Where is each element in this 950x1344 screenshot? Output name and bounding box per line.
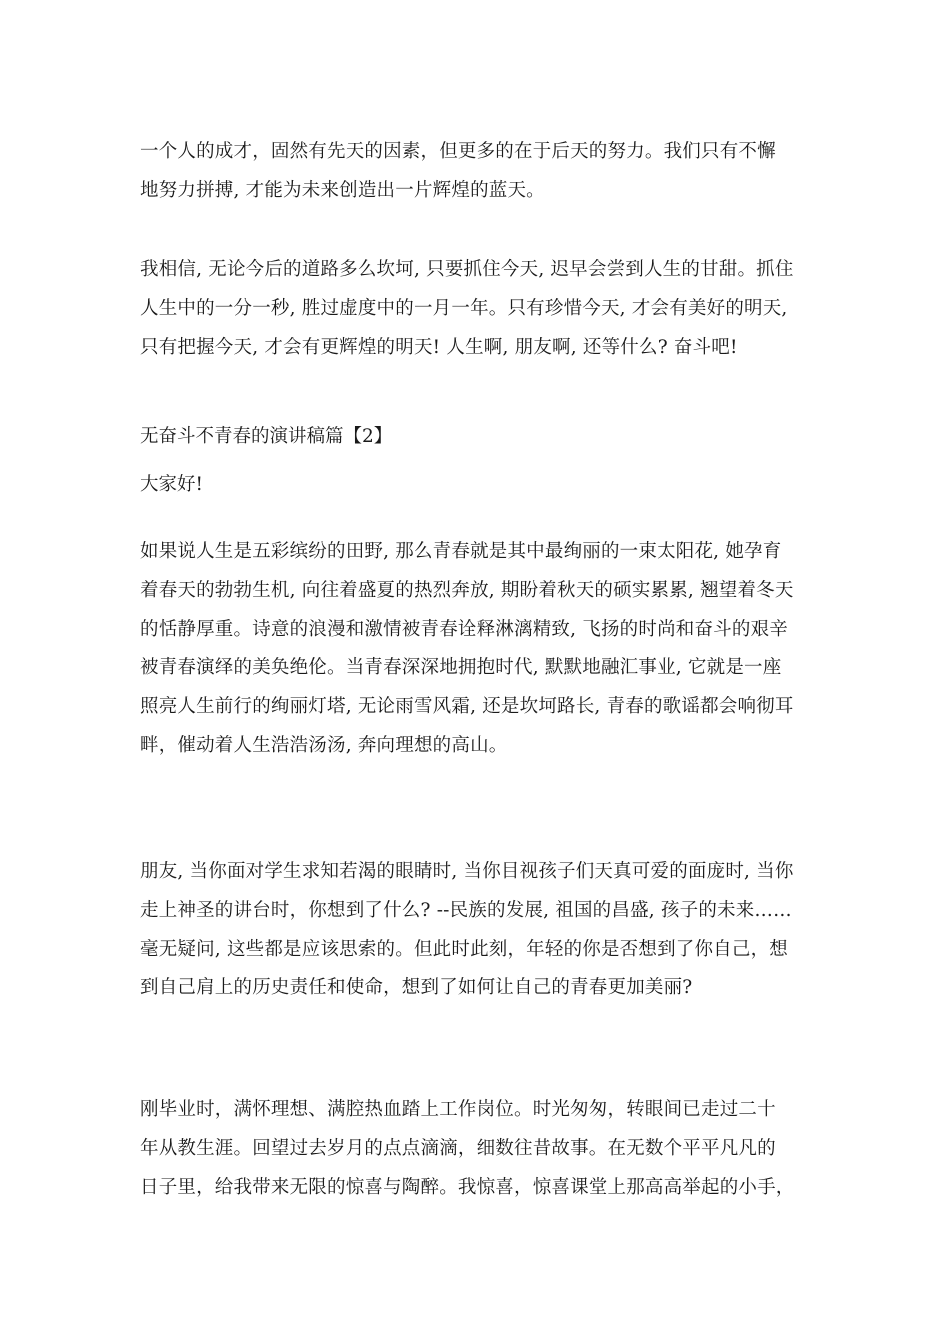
paragraph-line: 如果说人生是五彩缤纷的田野, 那么青春就是其中最绚丽的一束太阳花, 她孕育 — [140, 541, 782, 562]
paragraph-1 — [140, 133, 812, 211]
paragraph-line: 被青春演绎的美奂绝伦。当青春深深地拥抱时代, 默默地融汇事业, 它就是一座 — [140, 657, 782, 679]
paragraph-line: 日子里，给我带来无限的惊喜与陶醉。我惊喜，惊喜课堂上那高高举起的小手， — [140, 1176, 795, 1198]
paragraph-line: 年从教生涯。回望过去岁月的点点滴滴，细数往昔故事。在无数个平平凡凡的 — [140, 1137, 776, 1159]
paragraph-line: 的恬静厚重。诗意的浪漫和激情被青春诠释淋漓精致, 飞扬的时尚和奋斗的艰辛 — [140, 618, 788, 640]
section-heading: 无奋斗不青春的演讲稿篇【2】 — [140, 426, 393, 447]
paragraph-line: 一个人的成才，固然有先天的因素，但更多的在于后天的努力。我们只有不懈 — [140, 141, 776, 162]
paragraph-line: 照亮人生前行的绚丽灯塔, 无论雨雪风霜, 还是坎坷路长, 青春的歌谣都会响彻耳 — [140, 696, 794, 718]
paragraph-3 — [140, 533, 812, 766]
paragraph-5 — [140, 1091, 812, 1207]
paragraph-line: 朋友, 当你面对学生求知若渴的眼睛时, 当你目视孩子们天真可爱的面庞时, 当你 — [140, 861, 794, 882]
paragraph-4 — [140, 853, 812, 1008]
paragraph-line: 毫无疑问, 这些都是应该思索的。但此时此刻，年轻的你是否想到了你自己，想 — [140, 938, 788, 960]
paragraph-line: 到自己肩上的历史责任和使命，想到了如何让自己的青春更加美丽? — [140, 977, 693, 999]
paragraph-2 — [140, 251, 812, 367]
paragraph-line: 只有把握今天, 才会有更辉煌的明天! 人生啊, 朋友啊, 还等什么? 奋斗吧! — [140, 336, 738, 358]
paragraph-line: 着春天的勃勃生机, 向往着盛夏的热烈奔放, 期盼着秋天的硕实累累, 翘望着冬天 — [140, 579, 794, 601]
paragraph-line: 畔，催动着人生浩浩汤汤, 奔向理想的高山。 — [140, 734, 508, 756]
greeting: 大家好! — [140, 474, 203, 495]
paragraph-line: 我相信, 无论今后的道路多么坎坷, 只要抓住今天, 迟早会尝到人生的甘甜。抓住 — [140, 259, 794, 280]
paragraph-line: 刚毕业时，满怀理想、满腔热血踏上工作岗位。时光匆匆，转眼间已走过二十 — [140, 1099, 776, 1120]
paragraph-line: 走上神圣的讲台时，你想到了什么? --民族的发展, 祖国的昌盛, 孩子的未来…… — [140, 899, 792, 921]
paragraph-line: 地努力拼搏, 才能为未来创造出一片辉煌的蓝天。 — [140, 179, 545, 201]
paragraph-line: 人生中的一分一秒, 胜过虚度中的一月一年。只有珍惜今天, 才会有美好的明天, — [140, 297, 788, 319]
